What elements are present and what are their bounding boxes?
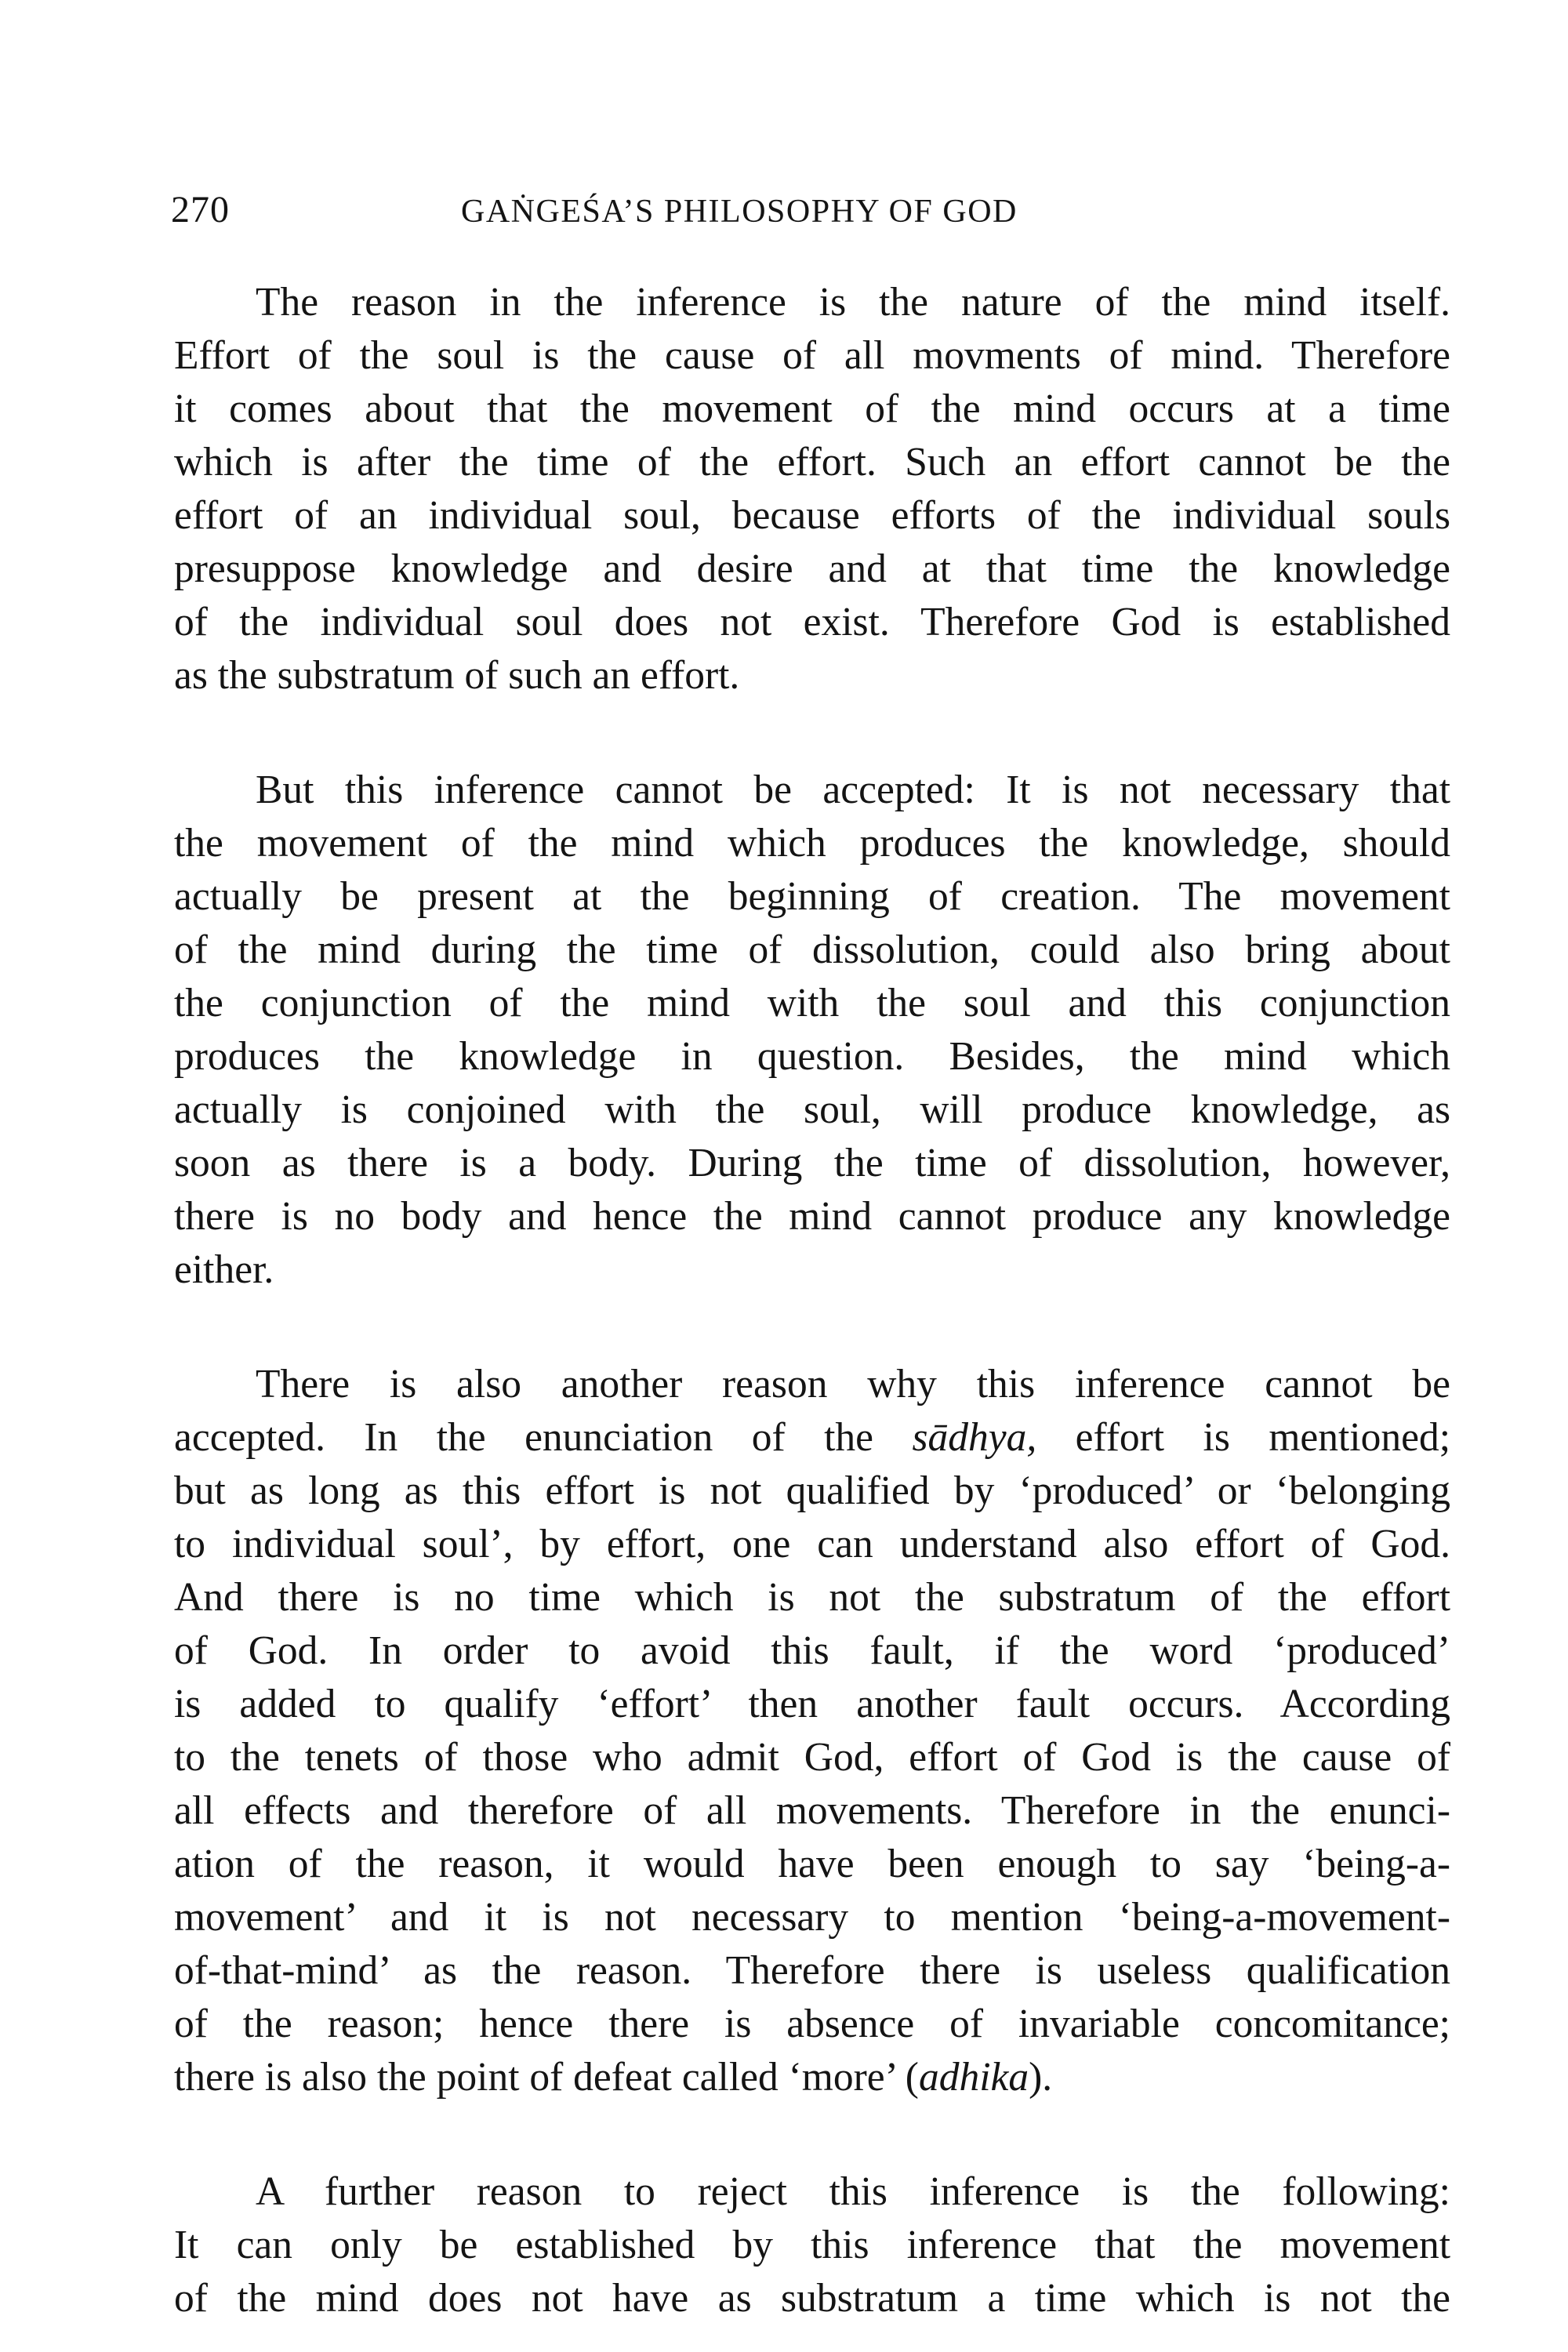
text-line: the conjunction of the mind with the soul and this conjunction xyxy=(174,981,1450,1025)
text-line: The reason in the inference is the nature of the mind itself. xyxy=(256,280,1450,325)
text-line: but as long as this effort is not qualified by ‘produced’ or ‘belonging xyxy=(174,1468,1450,1513)
text-line: it comes about that the movement of the mind occurs at a time xyxy=(174,387,1450,431)
paragraph xyxy=(174,2165,1450,2325)
sanskrit-term: sādhya, xyxy=(912,1415,1037,1460)
text-line: But this inference cannot be accepted: It is not necessary that xyxy=(256,768,1450,812)
text-line: of the mind during the time of dissolution, could also bring about xyxy=(174,927,1450,972)
text-segment: ). xyxy=(1029,2055,1053,2100)
page-header xyxy=(171,188,1449,243)
text-line: actually be present at the beginning of creation. The movement xyxy=(174,874,1450,919)
text-line: soon as there is a body. During the time of dissolution, however, xyxy=(174,1141,1450,1185)
paragraph xyxy=(174,1358,1450,2104)
paragraph xyxy=(174,276,1450,702)
sanskrit-term: adhika xyxy=(918,2055,1029,2100)
text-line: Effort of the soul is the cause of all movments of mind. Therefore xyxy=(174,333,1450,378)
text-line: either. xyxy=(174,1247,274,1292)
text-line: presuppose knowledge and desire and at that time the knowledge xyxy=(174,546,1450,591)
text-line: A further reason to reject this inference is the following: xyxy=(256,2169,1450,2214)
text-line: there is no body and hence the mind cannot produce any knowledge xyxy=(174,1194,1450,1239)
text-line: is added to qualify ‘effort’ then another fault occurs. According xyxy=(174,1682,1450,1726)
text-line: as the substratum of such an effort. xyxy=(174,653,740,698)
text-segment: there is also the point of defeat called ‘more’ ( xyxy=(174,2055,919,2100)
body-text xyxy=(174,276,1450,2325)
paragraph xyxy=(174,764,1450,1297)
text-line: ation of the reason, it would have been enough to say ‘being-a- xyxy=(174,1842,1450,1886)
text-line: to the tenets of those who admit God, effort of God is the cause of xyxy=(174,1735,1450,1780)
text-line: of the reason; hence there is absence of invariable concomitance; xyxy=(174,2002,1450,2046)
text-line: And there is no time which is not the substratum of the effort xyxy=(174,1575,1450,1620)
text-line: the movement of the mind which produces the knowledge, should xyxy=(174,821,1450,866)
text-line: effort of an individual soul, because efforts of the individual souls xyxy=(174,493,1450,538)
text-line: all effects and therefore of all movements. Therefore in the enunci- xyxy=(174,1788,1450,1833)
page-number: 270 xyxy=(171,189,230,230)
text-line: actually is conjoined with the soul, will produce knowledge, as xyxy=(174,1087,1450,1132)
text-line xyxy=(174,2051,1450,2104)
text-line: of the individual soul does not exist. Therefore God is established xyxy=(174,600,1450,644)
text-line: to individual soul’, by effort, one can understand also effort of God. xyxy=(174,1522,1450,1566)
text-segment: accepted. In the enunciation of the xyxy=(174,1415,874,1460)
text-line: There is also another reason why this inference cannot be xyxy=(256,1362,1450,1406)
text-line: of God. In order to avoid this fault, if the word ‘produced’ xyxy=(174,1628,1450,1673)
text-line: which is after the time of the effort. Such an effort cannot be the xyxy=(174,440,1450,485)
text-line: It can only be established by this inference that the movement xyxy=(174,2223,1450,2267)
running-head: GAṄGEŚA’S PHILOSOPHY OF GOD xyxy=(461,194,1018,230)
text-line: of the mind does not have as substratum a time which is not the xyxy=(174,2276,1450,2321)
text-line xyxy=(174,1411,1450,1465)
text-line: of-that-mind’ as the reason. Therefore there is useless qualification xyxy=(174,1948,1450,1993)
text-segment: effort is mentioned; xyxy=(1075,1415,1451,1460)
text-line: movement’ and it is not necessary to mention ‘being-a-movement- xyxy=(174,1895,1450,1940)
text-line: produces the knowledge in question. Besides, the mind which xyxy=(174,1034,1450,1079)
